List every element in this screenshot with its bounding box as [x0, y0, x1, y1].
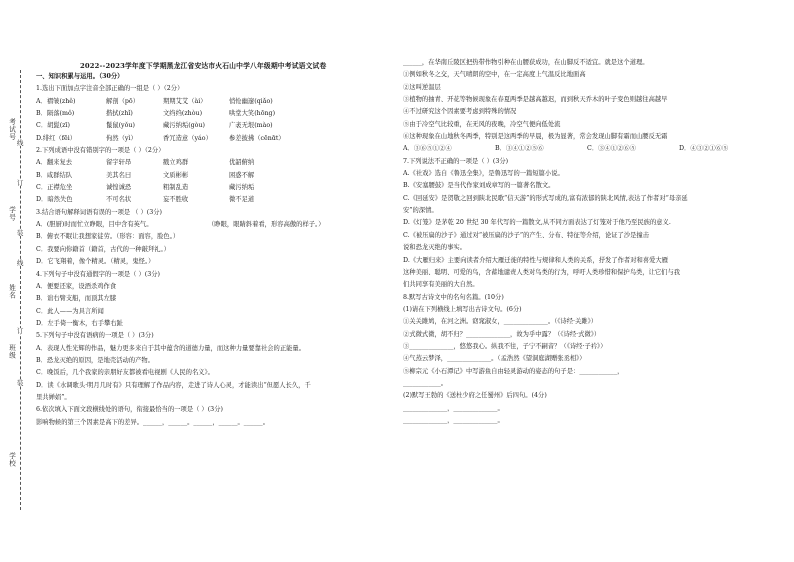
- left-text: D．它飞翔着，像个精灵。（精灵，鬼怪。）: [36, 258, 155, 266]
- right-option: B．③④①②⑤⑥: [495, 145, 544, 153]
- right-line: [403, 378, 775, 390]
- left-line: [36, 108, 392, 120]
- right-text: ⑤由于冷空气比较重，在无风的夜晚，冷空气便向低处流: [403, 120, 561, 128]
- left-option: 藏污纳垢(gòu): [163, 122, 205, 130]
- left-option: 文绉绉(zhòu): [163, 110, 203, 118]
- left-line: [36, 404, 392, 416]
- left-line: [36, 293, 392, 305]
- right-line: [403, 329, 775, 341]
- right-line: [403, 156, 775, 168]
- left-line: [36, 256, 392, 268]
- binding-mark: 线: [17, 259, 24, 267]
- right-text: ____________。: [403, 379, 448, 387]
- left-option: 粗制乱造: [163, 184, 189, 192]
- right-text: A.《社戏》选自《鲁迅全集》，是鲁迅写的一篇短篇小说。: [403, 170, 564, 178]
- left-text: 一、知识积累与运用。（30分）: [36, 73, 124, 80]
- right-line: [403, 267, 775, 279]
- right-text: ③______________，悠悠我心。纵我不往，子宁不嗣音？（《诗经·子衿》）: [403, 342, 607, 350]
- left-line: [36, 330, 392, 342]
- left-text: B．诎右臂支船，而顶其左膝: [36, 295, 117, 303]
- binding-mark: 装: [17, 379, 24, 387]
- left-option: 妄不胜收: [163, 196, 189, 204]
- left-option: A．褶皱(zhě): [36, 97, 76, 105]
- right-text: ______________，______________。: [403, 404, 504, 412]
- left-text: D．读《水调歌头·明月几时有》只有理解了作品内容，走进了诗人心灵，才能读出“但愿人长久，千: [36, 381, 311, 389]
- right-line: [403, 205, 775, 217]
- left-text: 里共婵娟”。: [36, 393, 71, 401]
- right-text: ⑤柳宗元《小石潭记》中写游鱼自由轻灵游动的姿态的句子是：____________，: [403, 367, 624, 375]
- right-line: [403, 366, 775, 378]
- left-option: 佝然（yì）: [106, 134, 137, 142]
- left-option: 藏污纳垢: [229, 184, 255, 192]
- right-line: [403, 82, 775, 94]
- left-option: 留宇轩昂: [106, 159, 132, 167]
- left-column: [36, 71, 392, 429]
- left-line: [36, 269, 392, 281]
- right-text: ①例如秋冬之交，天气晴朗的空中，在一定高度上气温反比地面高: [403, 71, 586, 79]
- left-line: [36, 71, 392, 83]
- binding-label-school: 学校: [7, 452, 16, 468]
- right-line: [403, 69, 775, 81]
- left-line: [36, 133, 392, 145]
- left-option: D.绯红（fēi）: [36, 134, 77, 142]
- right-text: D.《大雁归来》主要向读者介绍大雁迁徙的特性与规律和人类的关系，抒发了作者对和喜爱大雁: [403, 256, 668, 264]
- left-line: [36, 231, 392, 243]
- left-option: D．暗然失色: [36, 196, 73, 204]
- left-line: [36, 219, 392, 231]
- left-option: （睁眼，眼睛斜着看，形容高傲的样子。）: [208, 221, 325, 229]
- left-option: 戳立鸡群: [163, 159, 189, 167]
- left-text: 4.下列句子中没有通假字的一项是（ ）(3分): [36, 270, 160, 278]
- right-text: 安”的深情。: [403, 207, 438, 215]
- left-option: 困惑不解: [229, 171, 255, 179]
- exam-title: 2022--2023学年度下学期黑龙江省安达市火石山中学八年级期中考试语文试卷: [80, 62, 327, 70]
- left-line: [36, 157, 392, 169]
- right-column: [403, 57, 775, 427]
- right-line: [403, 217, 775, 229]
- left-text: 3.结合语句解释词语有误的一项是 （ ）(3分): [36, 208, 162, 216]
- right-text: C.《回延安》是贺敬之回到陕北民歌“信天游”的形式写成的,富有浓郁的陕北风情,表达了作者对“母亲延: [403, 194, 688, 202]
- left-line: [36, 170, 392, 182]
- right-line: [403, 390, 775, 402]
- left-line: [36, 318, 392, 330]
- left-line: [36, 306, 392, 318]
- left-option: 解剖（pō）: [106, 97, 140, 105]
- right-text: ①关关雎鸠，在河之洲。窈窕淑女，______________。（《诗经·关雎》）: [403, 318, 598, 326]
- left-option: 香冗造意（yáo）: [163, 134, 212, 142]
- left-option: 优韶俯纳: [229, 159, 255, 167]
- right-text: C.《被压扁的沙子》通过对“被压扁的沙子”的产生、分布、特征等介绍，论证了沙是撞击: [403, 231, 650, 239]
- left-option: 微不足道: [229, 196, 255, 204]
- left-option: C．胡髭(zī): [36, 122, 70, 130]
- left-text: 1.选出下面加点字注音全部正确的一组是（ ）（2分）: [36, 85, 184, 93]
- left-line: [36, 244, 392, 256]
- binding-label-name: 姓名: [7, 284, 16, 300]
- right-text: ②这叫逆温层: [403, 83, 441, 91]
- right-option: A．③⑥⑤①②④: [403, 145, 452, 153]
- left-line: [36, 145, 392, 157]
- binding-margin: [0, 0, 32, 562]
- right-line: [403, 316, 775, 328]
- left-line: [36, 281, 392, 293]
- right-option: C．③④①②⑥⑤: [587, 145, 636, 153]
- left-line: [36, 182, 392, 194]
- left-option: 文质彬彬: [163, 171, 189, 179]
- right-text: ⑥这种现象在山地秋冬两季，特别是这两季的早晨，极为显著，常会发现山脚有霜而山腰反无霜: [403, 133, 668, 141]
- left-line: [36, 343, 392, 355]
- left-option: C．正襟危坐: [36, 184, 73, 192]
- right-line: [403, 242, 775, 254]
- right-line: [403, 180, 775, 192]
- binding-label-student-number: 学号: [7, 206, 16, 222]
- left-option: A．翻来复去: [36, 159, 73, 167]
- right-text: ______________，______________。: [403, 416, 504, 424]
- right-line: [403, 279, 775, 291]
- right-text: ④不过研究这个因素要考虑到特殊的情况: [403, 108, 517, 116]
- left-line: [36, 194, 392, 206]
- left-text: B．恐龙灭绝的原因，是地壳活动的产物。: [36, 356, 154, 364]
- right-text: (1)请在下列横线上填写出古诗文句。(6分): [403, 305, 522, 313]
- left-text: A．便要还家，设酒杀鸡作食: [36, 282, 117, 290]
- binding-label-exam-number: 考试号: [7, 118, 16, 141]
- right-option: D．④③②①⑥⑤: [679, 145, 729, 153]
- right-text: ______，在华南丘陵区把热带作物引种在山腰获成功，在山脚反不适宜。就是这个道理。: [403, 59, 649, 66]
- right-line: [403, 255, 775, 267]
- left-option: 美其名曰: [106, 171, 132, 179]
- right-line: [403, 94, 775, 106]
- binding-mark: 订: [17, 327, 24, 335]
- left-text: 5.下列句子中没有语病的一项是（ ）(3分): [36, 332, 154, 340]
- left-line: [36, 120, 392, 132]
- left-line: [36, 355, 392, 367]
- right-line: [403, 341, 775, 353]
- left-text: 6.依次填入下面文段横线处的语句，衔接最恰当的一项是（ ）(3分): [36, 406, 223, 414]
- right-text: 这种美丽、聪明、可爱的鸟，含蓄地谴责人类对鸟类的行为，呼吁人类珍惜和保护鸟类，让它们与我: [403, 268, 681, 276]
- right-text: 们共同享有美丽的大自然。: [403, 281, 479, 289]
- right-line: [403, 230, 775, 242]
- right-line: [403, 143, 775, 155]
- right-line: [403, 193, 775, 205]
- right-line: [403, 304, 775, 316]
- left-option: B．陨落(mǒ): [36, 110, 75, 118]
- left-line: [36, 207, 392, 219]
- left-line: [36, 83, 392, 95]
- left-option: 诚惶诚恐: [106, 184, 132, 192]
- right-text: 7.下列说法不正确的一项是（ ）(3分): [403, 157, 509, 165]
- left-text: B．俯衣不眠让我想家徒劳。（形容：面容，脸色。）: [36, 233, 180, 241]
- right-line: [403, 119, 775, 131]
- right-line: [403, 403, 775, 415]
- left-text: C．此人——为具言所闻: [36, 307, 104, 315]
- right-line: [403, 131, 775, 143]
- left-text: 2.下列成语中没有错别字的一项是（ ）（2分）: [36, 147, 165, 155]
- left-option: 哄堂大笑(hōng): [229, 110, 276, 118]
- left-option: 揩拭(zhǐ): [106, 110, 133, 118]
- left-text: D．左手倚一衡木，右手攀右趾: [36, 319, 123, 327]
- left-option: B．咸群结队: [36, 171, 73, 179]
- left-option: 广袤无垠(mào): [229, 122, 273, 130]
- left-line: [36, 392, 392, 404]
- right-line: [403, 168, 775, 180]
- left-line: [36, 380, 392, 392]
- left-option: 不可名状: [106, 196, 132, 204]
- binding-dashed-line: [20, 70, 21, 510]
- left-option: 悄怆幽邃(qiǎo): [229, 97, 273, 105]
- right-text: 说和恐龙灭绝的事实。: [403, 244, 466, 252]
- right-text: (2)默写王勃的《送杜少府之任蜀州》后四句。(4分): [403, 392, 547, 400]
- left-line: [36, 367, 392, 379]
- right-text: ③植物的抽青、开花等物候现象在春夏两季是越高越迟，而到秋天乔木的叶子变色则越往高越早: [403, 96, 668, 104]
- right-line: [403, 106, 775, 118]
- binding-mark: 订: [17, 179, 24, 187]
- left-line: [36, 417, 392, 429]
- left-text: A．表现人性光辉的作品，魅力更多来自于其中蕴含的道德力量，而这种力量要靠社会的正能量。: [36, 344, 306, 352]
- right-line: [403, 353, 775, 365]
- right-line: [403, 415, 775, 427]
- right-text: ②式微式微，胡不归？______________，故为乎中露？（《诗经·式微》）: [403, 330, 601, 338]
- left-text: 影响物候的第三个因素是高下的差异。______，______。______，______。______。: [36, 418, 269, 426]
- right-text: B.《安塞腰鼓》是当代作家刘成章写的一篇著名散文。: [403, 182, 555, 190]
- right-text: D.《灯笼》是茅乾 20 世纪 30 年代写的一篇散文,从不同方面表达了灯笼对于他乃至民族的意义.: [403, 219, 671, 227]
- left-text: C．晚饭后，几个我家的亲朋好友都被看电视剧《人民的名义》。: [36, 369, 214, 377]
- right-text: 8.默写古诗文中的名句名篇。(10分): [403, 293, 504, 301]
- left-option: A．(胆厨)时而忙立睁眼，目中含有英气。: [36, 221, 153, 229]
- left-line: [36, 96, 392, 108]
- right-line: [403, 57, 775, 69]
- binding-mark: 线: [17, 139, 24, 147]
- left-option: 鬣鼠(yǒu): [106, 122, 135, 130]
- left-option: 参差披拂（cēnɑ̄t）: [229, 134, 285, 142]
- left-option: 期期艾艾（ài）: [163, 97, 207, 105]
- left-text: C．我要向你籍首（籍首，古代的一种敲拜礼。）: [36, 245, 170, 253]
- binding-label-class: 班级: [7, 344, 16, 360]
- binding-mark: 装: [17, 229, 24, 237]
- right-text: ④气蒸云梦泽，______________。（孟浩然《望洞庭湖赠张丞相》）: [403, 355, 586, 363]
- right-line: [403, 292, 775, 304]
